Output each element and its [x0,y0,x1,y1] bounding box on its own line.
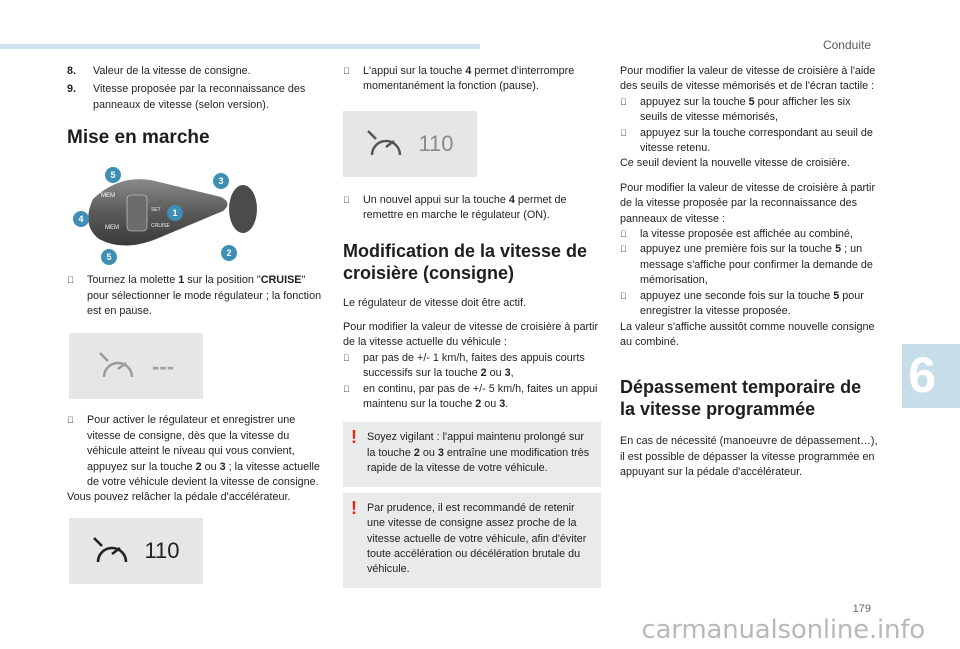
thumbwheel [127,195,147,231]
modify-bullet-2 [343,382,601,413]
step-text: appuyez sur la touche [640,95,749,108]
seuils-bullet-2 [620,126,878,157]
key-ref: 1 [178,274,185,287]
instruction-step-1 [67,273,325,319]
bullet-icon [343,351,363,382]
step-text: Un nouvel appui sur la touche [363,193,509,206]
bullet-icon [620,242,640,288]
mem-top-label: MEM [101,193,115,200]
watermark: carmanualsonline.info [641,615,925,645]
modify-text: Pour modifier la valeur de vitesse de croisière à partir de la vitesse actuelle du véhicule : [343,321,599,349]
step-text: sur la position " [184,274,261,287]
step-text: , [510,367,514,380]
set-label: SET [151,207,161,214]
step-text: appuyez une seconde fois sur la touche [640,289,834,302]
step-text: ou [486,367,505,380]
bullet-icon [67,273,87,319]
cruise-label: CRUISE [151,223,170,230]
bullet-icon [620,289,640,320]
warning-text: ou [419,446,438,459]
warning-text: entraîne une modification très rapide de la vitesse de votre véhicule. [367,446,590,475]
modify-bullet-1 [343,351,601,382]
heading-depassement: Dépassement temporaire de la vitesse programmée [620,377,862,420]
key-ref: 3 [499,398,506,411]
proposee-bullet-2 [620,242,878,288]
callout-label: 3 [218,176,224,187]
key-ref: 5 [833,289,840,302]
item-text: Valeur de la vitesse de consigne. [93,65,251,77]
list-item [67,82,325,113]
display-value: --- [152,353,174,379]
callout-label: 5 [106,252,112,263]
list-item [67,64,325,79]
mem-bottom-label: MEM [105,225,119,232]
key-ref: 3 [437,446,444,459]
seuils-conclusion: Ce seuil devient la nouvelle vitesse de croisière. [620,157,850,170]
column-2 [343,64,601,588]
display-value: 110 [144,538,180,564]
step-text: par pas de +/- 1 km/h, faites des appuis courts successifs sur la touche [363,351,585,380]
callout-label: 2 [226,248,232,259]
step-text: permet de remettre en marche le régulateur (ON). [363,193,567,222]
warning-box-2 [343,493,601,588]
step-text: appuyez une première fois sur la touche [640,243,836,256]
step-text: ou [481,398,500,411]
step-text: pour enregistrer la vitesse proposée. [640,289,864,318]
step-text: permet d'interrompre momentanément la fonction (pause). [363,65,575,93]
bullet-icon [67,413,87,490]
warning-text: Par prudence, il est recommandé de retenir une vitesse de consigne assez proche de la vitesse actuelle de votre véhicule, afin d'éviter toute accélération ou décélération brutale du véhicule. [367,501,587,576]
resume-step [343,193,601,224]
chapter-number: 6 [908,347,936,403]
instruction-step-2 [67,413,325,490]
speedometer-icon [92,536,132,566]
warning-icon: ! [351,497,357,518]
bullet-icon [343,64,363,95]
step-text: L'appui sur la touche [363,65,466,77]
item-number: 9. [67,83,77,96]
warning-box-1 [343,422,601,486]
key-ref: 2 [480,367,487,380]
stalk-end [229,185,257,233]
key-ref: 2 [413,446,420,459]
cruise-stalk-diagram [71,167,261,267]
header-bar [0,44,480,49]
warning-text: Soyez vigilant : l'appui maintenu prolongé sur la touche [367,431,584,459]
key-ref: 4 [508,193,515,206]
step-text: Pour activer le régulateur et enregistrer une vitesse de consigne, dès que la vitesse du véhicule atteint le niveau qui vous convient, appuyez sur la touche [87,414,296,473]
callout-label: 1 [172,208,178,219]
step-text: ; un message s'affiche pour confirmer la demande de mémorisation, [640,243,873,287]
key-ref: 3 [219,460,226,473]
proposee-bullet-1 [620,227,878,242]
item-text: Vitesse proposée par la reconnaissance des panneaux de vitesse (selon version). [93,83,306,111]
display-value: 110 [418,131,454,157]
step-text: " pour sélectionner le mode régulateur ; la fonction est en pause. [87,274,322,318]
intro-text: Le régulateur de vitesse doit être actif. [343,296,527,309]
key-ref: 2 [475,398,482,411]
step-text: la vitesse proposée est affichée au combiné, [640,228,853,241]
page-number: 179 [852,603,871,615]
seuils-bullet-1 [620,95,878,126]
step-text: . [505,398,509,411]
callout-label: 4 [78,214,84,225]
speedometer-icon [366,129,406,159]
column-1 [67,64,325,584]
display-active [69,518,203,584]
step-text: en continu, par pas de +/- 5 km/h, faites un appui maintenu sur la touche [363,382,598,411]
paragraph-proposee: Pour modifier la valeur de vitesse de croisière à partir de la vitesse proposée par la reconnaissance des panneaux de vitesse : [620,181,876,225]
release-note: Vous pouvez relâcher la pédale d'accélérateur. [67,491,291,504]
key-ref: 5 [835,243,842,256]
proposee-bullet-3 [620,289,878,320]
speedometer-icon [98,351,138,381]
display-pause [343,111,477,177]
pause-step [343,64,601,95]
depassement-text: En cas de nécessité (manoeuvre de dépassement…), il est possible de dépasser la vitesse programmée en appuyant sur la pédale d'accélérateur. [620,435,878,479]
bullet-icon [620,95,640,126]
step-text: pour afficher les six seuils de vitesse mémorisés, [640,95,851,124]
bullet-icon [620,227,640,242]
display-paused [69,333,203,399]
column-3 [620,64,878,490]
key-ref: 4 [465,65,472,77]
heading-modification: Modification de la vitesse de croisière (consigne) [343,240,588,283]
step-text: ou [201,460,220,473]
callout-label: 5 [110,170,116,181]
key-ref: 3 [504,367,511,380]
key-ref: 5 [748,95,755,108]
mode-ref: CRUISE [260,274,302,287]
step-text: appuyez sur la touche correspondant au seuil de vitesse retenu. [640,126,873,155]
paragraph-seuils: Pour modifier la valeur de vitesse de croisière à l'aide des seuils de vitesse mémorisés et de l'écran tactile : [620,65,876,93]
bullet-icon [343,382,363,413]
step-text: Tournez la molette [87,274,179,287]
warning-icon: ! [351,427,357,448]
bullet-icon [620,126,640,157]
key-ref: 2 [195,460,202,473]
bullet-icon [343,193,363,224]
heading-mise-en-marche: Mise en marche [67,127,210,149]
item-number: 8. [67,65,77,77]
step-text: ; la vitesse actuelle de votre véhicule devient la vitesse de consigne. [87,460,320,489]
section-title: Conduite [822,38,871,52]
proposee-conclusion: La valeur s'affiche aussitôt comme nouvelle consigne au combiné. [620,320,875,348]
